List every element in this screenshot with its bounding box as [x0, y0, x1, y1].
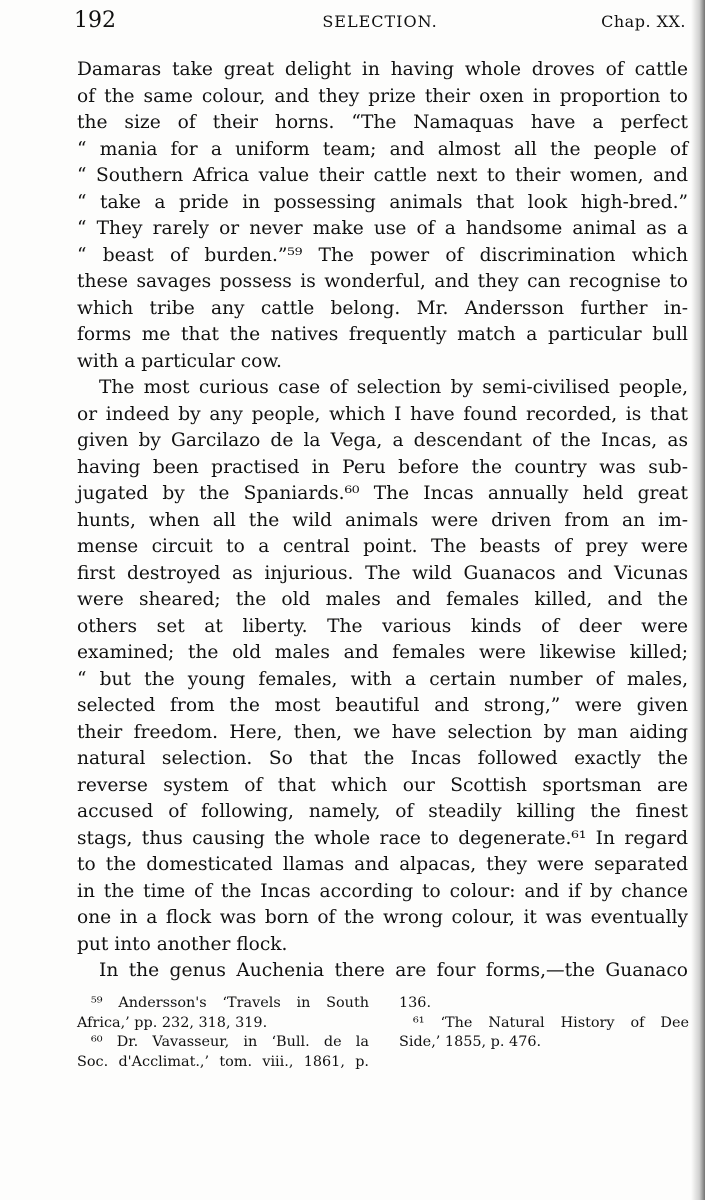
- text-line: “ Southern Africa value their cattle next to their women, and: [77, 165, 688, 186]
- page-header: [74, 8, 686, 42]
- text-line: accused of following, namely, of steadily killing the finest: [77, 801, 688, 822]
- text-line: natural selection. So that the Incas followed exactly the: [77, 748, 688, 769]
- text-line: stags, thus causing the whole race to degenerate.⁶¹ In regard: [77, 827, 688, 849]
- text-line: “ take a pride in possessing animals that look high-bred.”: [77, 191, 688, 213]
- text-line: “ but the young females, with a certain number of males,: [77, 668, 688, 690]
- chapter-label: Chap. XX.: [601, 12, 686, 31]
- text-line: one in a flock was born of the wrong colour, it was eventually: [77, 907, 688, 928]
- text-line: “ mania for a uniform team; and almost all the people of: [77, 138, 688, 160]
- text-line: reverse system of that which our Scottish sportsman are: [77, 774, 688, 796]
- text-line: “ beast of burden.”⁵⁹ The power of discrimination which: [77, 244, 688, 266]
- footnote-line: ⁶⁰ Dr. Vavasseur, in ‘Bull. de la: [91, 1034, 369, 1050]
- text-line: or indeed by any people, which I have found recorded, is that: [77, 403, 688, 425]
- footnote-line: 136.: [399, 995, 432, 1011]
- text-line: these savages possess is wonderful, and they can recognise to: [77, 271, 688, 292]
- paragraph-start-line: The most curious case of selection by semi-civilised people,: [99, 377, 688, 398]
- text-line: “ They rarely or never make use of a handsome animal as a: [77, 218, 688, 239]
- running-head: SELECTION.: [322, 12, 438, 31]
- text-line: with a particular cow.: [77, 350, 282, 372]
- footnotes-right-column: [399, 994, 689, 1053]
- text-line: given by Garcilazo de la Vega, a descendant of the Incas, as: [77, 430, 688, 451]
- body-text: [77, 57, 688, 985]
- text-line: put into another flock.: [77, 933, 288, 955]
- page-number: 192: [74, 8, 116, 33]
- text-line: of the same colour, and they prize their oxen in proportion to: [77, 85, 688, 107]
- text-line: examined; the old males and females were likewise killed;: [77, 642, 688, 663]
- text-line: the size of their horns. “The Namaquas have a perfect: [77, 112, 688, 133]
- text-line: forms me that the natives frequently match a particular bull: [77, 324, 688, 345]
- page-edge-shadow: [691, 0, 705, 1200]
- text-line: selected from the most beautiful and strong,” were given: [77, 695, 688, 716]
- footnote-line: Side,’ 1855, p. 476.: [399, 1034, 542, 1050]
- text-line: their freedom. Here, then, we have selection by man aiding: [77, 721, 688, 743]
- text-line: having been practised in Peru before the country was sub-: [77, 456, 688, 478]
- text-line: mense circuit to a central point. The beasts of prey were: [77, 536, 688, 557]
- text-line: to the domesticated llamas and alpacas, they were separated: [77, 854, 688, 875]
- text-line: first destroyed as injurious. The wild Guanacos and Vicunas: [77, 562, 688, 584]
- text-line: others set at liberty. The various kinds of deer were: [77, 615, 688, 637]
- text-line: which tribe any cattle belong. Mr. Andersson further in-: [77, 297, 688, 319]
- footnotes-left-column: [77, 994, 369, 1072]
- footnote-line: Africa,’ pp. 232, 318, 319.: [77, 1014, 268, 1031]
- text-line: in the time of the Incas according to colour: and if by chance: [77, 880, 688, 902]
- text-line: hunts, when all the wild animals were driven from an im-: [77, 509, 688, 531]
- text-line: jugated by the Spaniards.⁶⁰ The Incas annually held great: [77, 483, 688, 504]
- footnote-line: ⁵⁹ Andersson's ‘Travels in South: [91, 995, 369, 1011]
- text-line: were sheared; the old males and females killed, and the: [77, 589, 688, 610]
- paragraph-start-line: In the genus Auchenia there are four forms,—the Guanaco: [99, 960, 688, 981]
- text-line: Damaras take great delight in having whole droves of cattle: [77, 59, 688, 80]
- footnote-line: ⁶¹ ‘The Natural History of Dee: [413, 1014, 689, 1031]
- footnote-line: Soc. d'Acclimat.,’ tom. viii., 1861, p.: [77, 1053, 369, 1070]
